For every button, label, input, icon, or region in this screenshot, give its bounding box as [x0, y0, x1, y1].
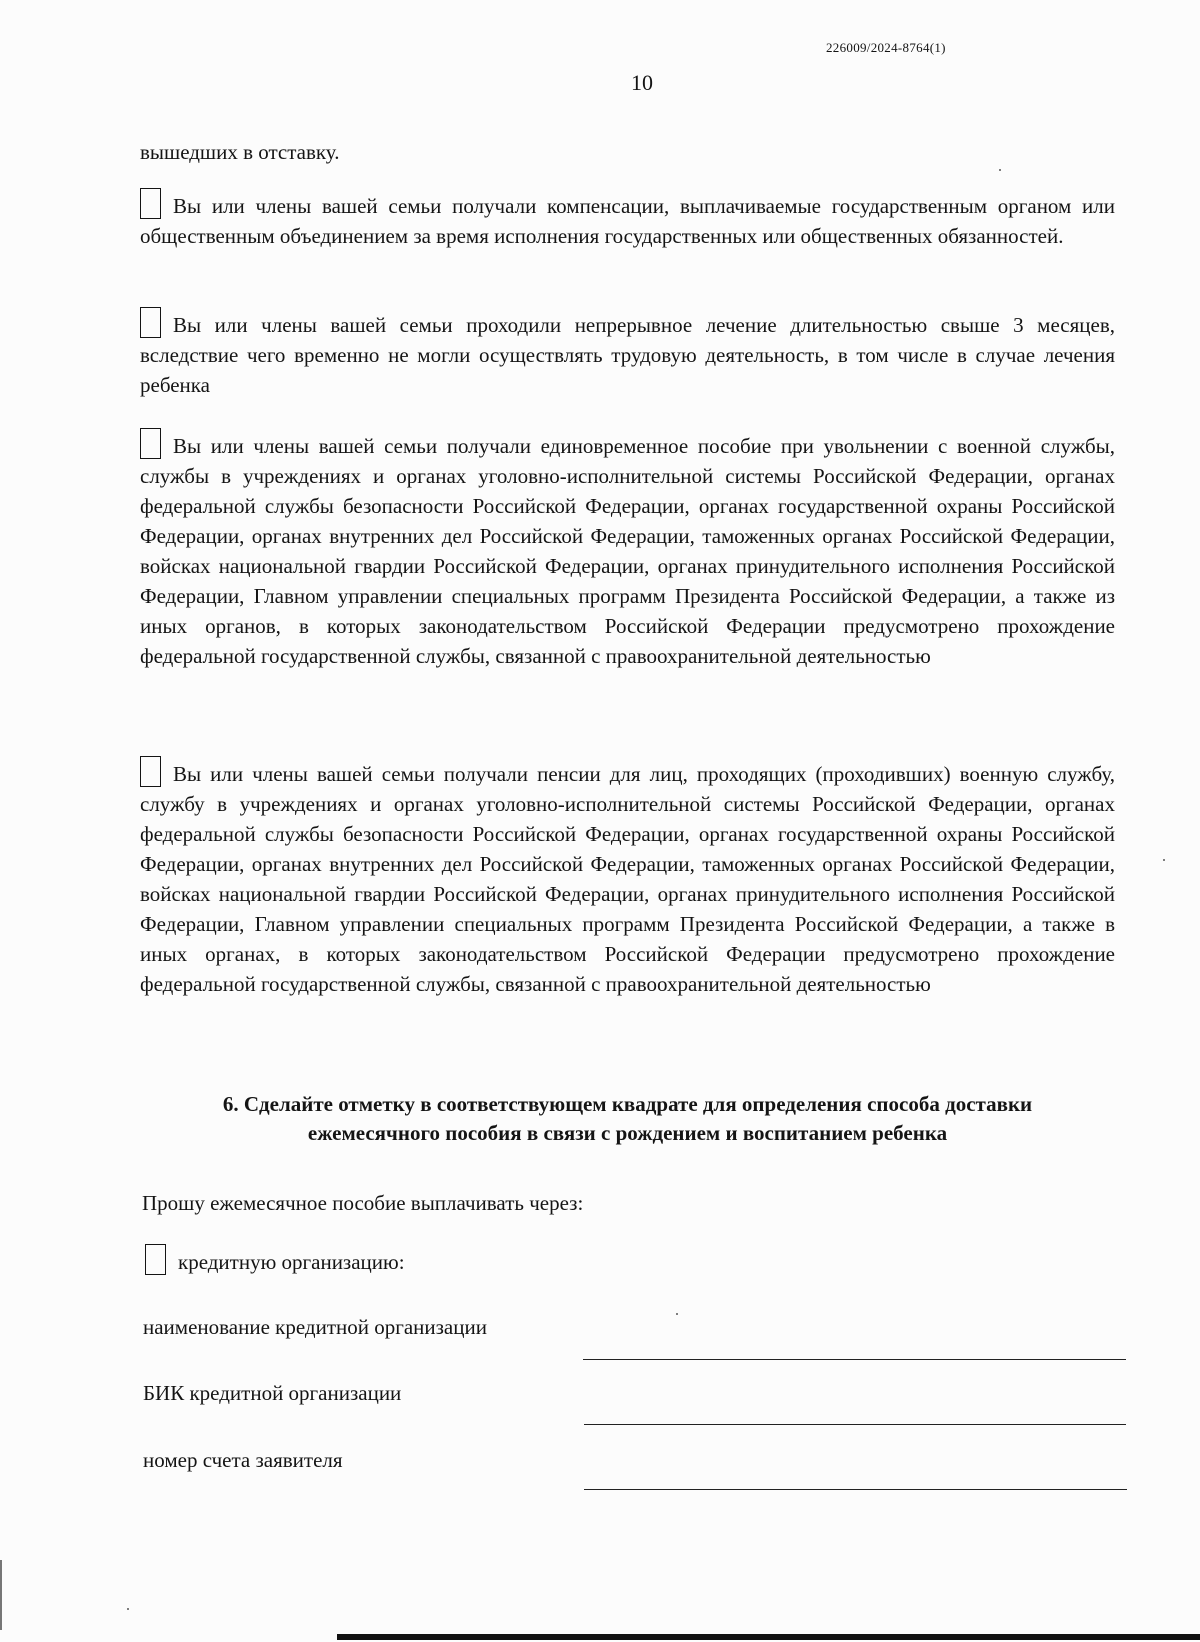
scan-speck [676, 1313, 678, 1315]
option-pension-checkbox[interactable] [140, 756, 161, 787]
option-pension-text: Вы или члены вашей семьи получали пенсии для лиц, проходящих (проходивших) военную службу, службу в учреждениях и органах уголовно-исполнительной системы Российской Федерации, органах федеральной службы безопасности Российской Федерации, органах государственной охраны Российской Федерации, органах внутренних дел Российской Федерации, таможенных органах Российской Федерации, войсках национальной гвардии Российской Федерации, органах принудительного исполнения Российской Федерации, Главном управлении специальных программ Президента Российской Федерации, а также в иных органах, в которых законодательством Российской Федерации предусмотрено прохождение федеральной государственной службы, связанной с правоохранительной деятельностью [140, 762, 1115, 996]
bank-name-label: наименование кредитной организации [143, 1315, 487, 1339]
credit-org-option [145, 1244, 405, 1277]
account-number-label: номер счета заявителя [143, 1448, 343, 1472]
scan-edge-mark [0, 1560, 2, 1630]
option-compensation-checkbox[interactable] [140, 188, 161, 219]
document-registration-number: 226009/2024-8764(1) [826, 40, 946, 55]
section-6-heading-line-1: 6. Сделайте отметку в соответствующем квадрате для определения способа доставки [222, 1092, 1033, 1116]
credit-org-label: кредитную организацию: [178, 1250, 405, 1274]
option-continuous-treatment [140, 307, 1115, 400]
bik-label: БИК кредитной организации [143, 1381, 402, 1405]
option-lump-sum-text: Вы или члены вашей семьи получали единовременное пособие при увольнении с военной службы, службы в учреждениях и органах уголовно-исполнительной системы Российской Федерации, органах федеральной службы безопасности Российской Федерации, органах государственной охраны Российской Федерации, органах внутренних дел Российской Федерации, таможенных органах Российской Федерации, войсках национальной гвардии Российской Федерации, органах принудительного исполнения Российской Федерации, Главном управлении специальных программ Президента Российской Федерации, а также из иных органов, в которых законодательством Российской Федерации предусмотрено прохождение федеральной государственной службы, связанной с правоохранительной деятельностью [140, 434, 1115, 668]
option-service-pension [140, 756, 1115, 999]
page-bottom-border [337, 1634, 1200, 1640]
section-6-heading [140, 1090, 1115, 1148]
option-compensation [140, 188, 1115, 251]
account-number-line[interactable] [584, 1489, 1127, 1490]
option-compensation-text: Вы или члены вашей семьи получали компенсации, выплачиваемые государственным органом или общественным объединением за время исполнения государственных или общественных обязанностей. [140, 194, 1115, 248]
bik-line[interactable] [584, 1424, 1126, 1425]
bank-name-line[interactable] [583, 1359, 1126, 1360]
payment-request-text: Прошу ежемесячное пособие выплачивать через: [142, 1191, 584, 1215]
option-lump-sum-allowance [140, 428, 1115, 671]
page-number: 10 [631, 70, 653, 95]
credit-org-checkbox[interactable] [145, 1244, 166, 1275]
option-treatment-text: Вы или члены вашей семьи проходили непрерывное лечение длительностью свыше 3 месяцев, вследствие чего временно не могли осуществлять трудовую деятельность, в том числе в случае лечения ребенка [140, 313, 1115, 397]
continuation-text: вышедших в отставку. [140, 140, 340, 164]
option-lump-sum-checkbox[interactable] [140, 428, 161, 459]
scan-speck [127, 1608, 129, 1610]
scan-speck [1163, 859, 1165, 861]
option-treatment-checkbox[interactable] [140, 307, 161, 338]
section-6-heading-line-2: ежемесячного пособия в связи с рождением и воспитанием ребенка [307, 1121, 948, 1145]
scan-speck [999, 169, 1001, 171]
